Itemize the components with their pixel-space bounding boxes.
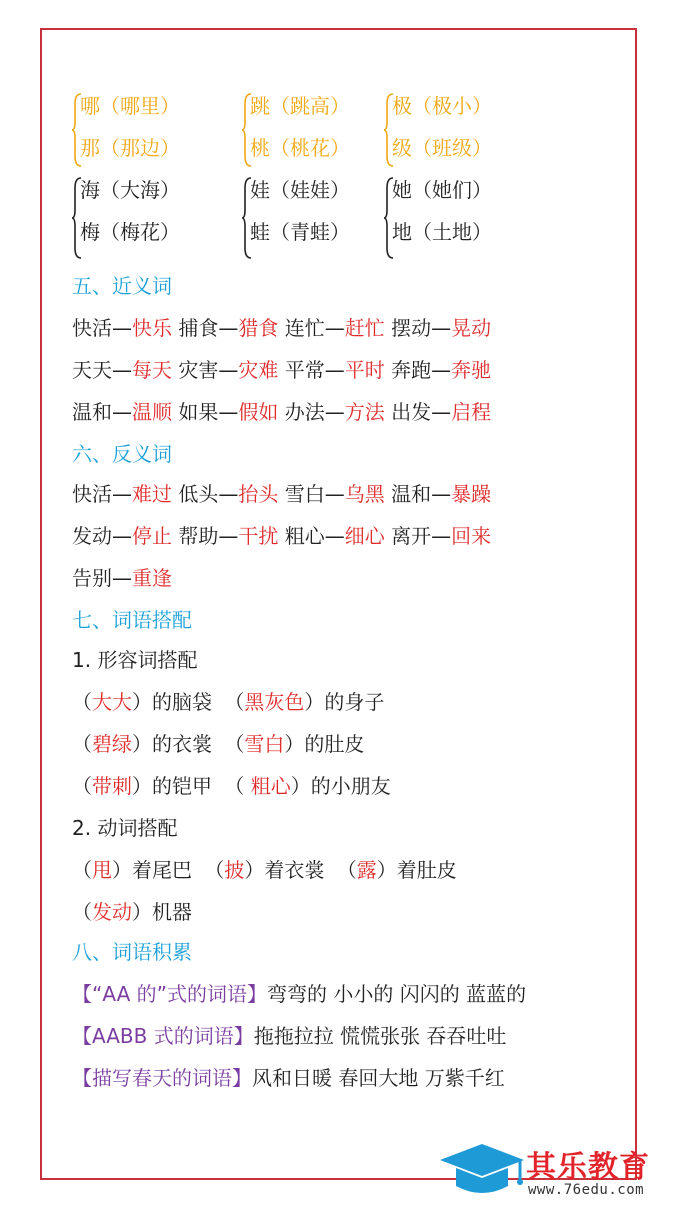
word: 低头— xyxy=(178,482,239,506)
answer: 假如 xyxy=(238,400,279,424)
collocation-row: （发动）机器 xyxy=(72,900,192,924)
accumulation-row xyxy=(72,980,526,1008)
word: 快活— xyxy=(72,482,132,506)
char-item: 那（那边） xyxy=(80,136,180,160)
word: 出发— xyxy=(391,400,452,424)
word: 连忙— xyxy=(284,316,345,340)
char-item: 梅（梅花） xyxy=(80,220,180,244)
category-tag: 【“AA 的”式的词语】 xyxy=(72,982,267,1006)
answer: 乌黑 xyxy=(344,482,385,506)
answer: 抬头 xyxy=(238,482,279,506)
word: 粗心— xyxy=(284,524,345,548)
brand-name: 其乐教育 xyxy=(526,1150,650,1185)
char-item: 级（班级） xyxy=(392,136,492,160)
collocation-row: （带刺）的铠甲 （ 粗心）的小朋友 xyxy=(72,774,391,798)
answer: 黑灰色 xyxy=(244,690,305,714)
word: 奔跑— xyxy=(391,358,452,382)
word: 离开— xyxy=(391,524,452,548)
answer: 方法 xyxy=(344,400,385,424)
char-item: 海（大海） xyxy=(80,178,180,202)
char-item: 地（土地） xyxy=(392,220,492,244)
answer: 暴躁 xyxy=(451,482,492,506)
accumulation-row xyxy=(72,1064,505,1092)
word: 温和— xyxy=(391,482,452,506)
answer: 快乐 xyxy=(132,316,172,340)
answer: 回来 xyxy=(451,524,492,548)
synonym-row xyxy=(72,398,491,426)
answer: 粗心 xyxy=(250,774,291,798)
word-list: 风和日暖 春回大地 万紫千红 xyxy=(252,1066,505,1090)
answer: 晃动 xyxy=(451,316,492,340)
answer: 每天 xyxy=(132,358,172,382)
category-tag: 【描写春天的词语】 xyxy=(72,1066,252,1090)
answer: 重逢 xyxy=(132,566,172,590)
answer: 停止 xyxy=(132,524,172,548)
antonym-row xyxy=(72,480,491,508)
answer: 难过 xyxy=(132,482,172,506)
synonym-row xyxy=(72,314,491,342)
char-item: 娃（娃娃） xyxy=(250,178,350,202)
word: 平常— xyxy=(284,358,345,382)
answer: 碧绿 xyxy=(92,732,132,756)
word-list: 弯弯的 小小的 闪闪的 蓝蓝的 xyxy=(267,982,527,1006)
word: 告别— xyxy=(72,566,132,590)
brand-url: www.76edu.com xyxy=(528,1182,645,1198)
section-heading-collocations: 七、词语搭配 xyxy=(72,608,192,632)
accumulation-row xyxy=(72,1022,506,1050)
answer: 披 xyxy=(224,858,245,882)
char-item: 极（极小） xyxy=(392,94,492,118)
word: 雪白— xyxy=(284,482,345,506)
answer: 带刺 xyxy=(92,774,132,798)
char-item: 蛙（青蛙） xyxy=(250,220,350,244)
answer: 甩 xyxy=(92,858,112,882)
category-tag: 【AABB 式的词语】 xyxy=(72,1024,254,1048)
word: 温和— xyxy=(72,400,132,424)
section-heading-synonyms: 五、近义词 xyxy=(72,274,172,298)
word: 如果— xyxy=(178,400,239,424)
answer: 猎食 xyxy=(238,316,279,340)
char-item: 哪（哪里） xyxy=(80,94,180,118)
word: 捕食— xyxy=(178,316,239,340)
answer: 灾难 xyxy=(238,358,279,382)
brand-logo xyxy=(436,1138,676,1204)
collocation-row: （碧绿）的衣裳 （雪白）的肚皮 xyxy=(72,732,365,756)
answer: 平时 xyxy=(344,358,385,382)
answer: 奔驰 xyxy=(451,358,492,382)
word: 快活— xyxy=(72,316,132,340)
word: 摆动— xyxy=(391,316,452,340)
collocation-row: （甩）着尾巴 （披）着衣裳 （露）着肚皮 xyxy=(72,858,457,882)
answer: 大大 xyxy=(92,690,132,714)
synonym-row xyxy=(72,356,491,384)
word: 办法— xyxy=(284,400,345,424)
answer: 启程 xyxy=(451,400,492,424)
char-item: 桃（桃花） xyxy=(250,136,350,160)
antonym-row xyxy=(72,564,172,592)
antonym-row xyxy=(72,522,491,550)
section-heading-antonyms: 六、反义词 xyxy=(72,442,172,466)
subheading-verb: 2. 动词搭配 xyxy=(72,816,178,840)
answer: 赶忙 xyxy=(344,316,385,340)
word: 发动— xyxy=(72,524,132,548)
char-item: 跳（跳高） xyxy=(250,94,350,118)
word: 天天— xyxy=(72,358,132,382)
answer: 露 xyxy=(356,858,377,882)
graduation-cap-icon xyxy=(436,1138,528,1204)
word: 帮助— xyxy=(178,524,239,548)
answer: 发动 xyxy=(92,900,132,924)
word-list: 拖拖拉拉 慌慌张张 吞吞吐吐 xyxy=(253,1024,507,1048)
answer: 雪白 xyxy=(244,732,285,756)
answer: 细心 xyxy=(344,524,385,548)
section-heading-accumulation: 八、词语积累 xyxy=(72,940,192,964)
word: 灾害— xyxy=(178,358,239,382)
char-item: 她（她们） xyxy=(392,178,492,202)
answer: 干扰 xyxy=(238,524,279,548)
answer: 温顺 xyxy=(132,400,172,424)
subheading-adjective: 1. 形容词搭配 xyxy=(72,648,198,672)
collocation-row: （大大）的脑袋 （黑灰色）的身子 xyxy=(72,690,385,714)
